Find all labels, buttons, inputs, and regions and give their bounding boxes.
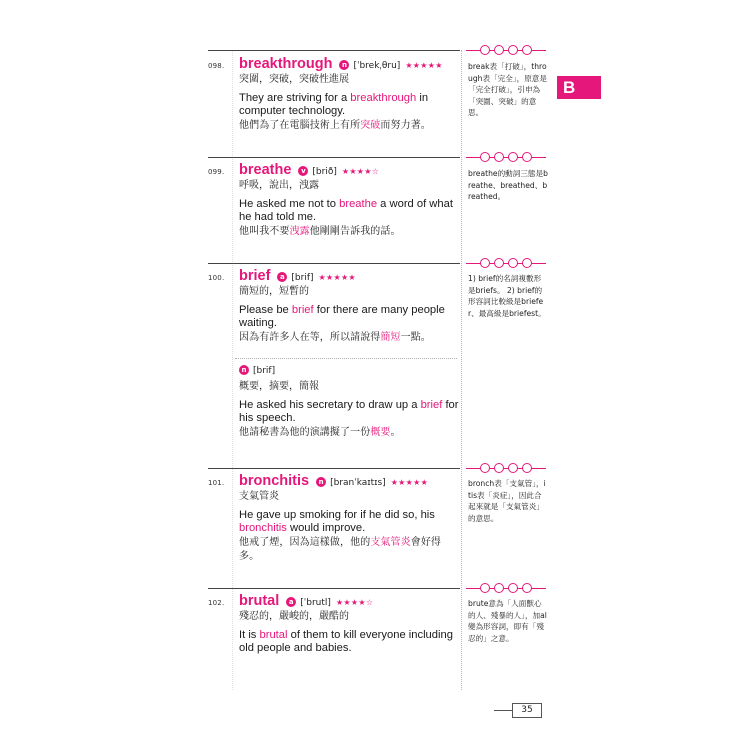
- pronunciation: [brið]: [312, 167, 337, 177]
- highlighted-word: brutal: [259, 629, 288, 641]
- pronunciation: [ˈbrekˌθru]: [353, 61, 401, 71]
- translation-text: 他剛剛告訴我的話。: [309, 226, 401, 237]
- example-text: He gave up smoking for if he did so, his: [239, 509, 435, 521]
- sense: [239, 366, 461, 440]
- highlighted-word: brief: [420, 399, 443, 411]
- chinese-definition: 簡短的，短暫的: [239, 286, 309, 297]
- highlighted-word: bronchitis: [239, 522, 287, 534]
- word-note: bronch表「支氣管」，itis表「炎症」，因此合起來就是「支氣管炎」的意思。: [468, 479, 546, 523]
- sense: [239, 285, 461, 345]
- word-note: brute意為「人面獸心的人、殘暴的人」，加al變為形容詞，即有「殘忍的」之意。: [468, 599, 547, 643]
- entry-rule: [208, 468, 460, 469]
- chinese-definition: 支氣管炎: [239, 491, 279, 502]
- chinese-definition: 突圍，突破，突破性進展: [239, 74, 349, 85]
- entry-headline: [239, 162, 379, 178]
- frequency-stars: ★★★★★: [318, 273, 356, 282]
- highlighted-translation: 支氣管炎: [370, 537, 411, 548]
- note-chain-icon: [466, 45, 546, 57]
- headword: brief: [239, 268, 271, 284]
- frequency-stars: ★★★★★: [405, 61, 443, 70]
- translation-text: 他們為了在電腦技術上有所: [239, 120, 361, 131]
- example-text: It is: [239, 629, 260, 641]
- example-text: He asked me not to: [239, 198, 340, 210]
- example-text: would improve.: [286, 522, 366, 534]
- word-note: break表「打破」，through表「完全」，原意是「完全打破」，引申為「突圍、突破」的意思。: [468, 62, 547, 117]
- note-chain-icon: [466, 258, 546, 270]
- entry-headline: [239, 268, 356, 284]
- sense-divider: [235, 358, 457, 359]
- translation-text: 會好得多。: [239, 537, 442, 562]
- example-text: in computer technology.: [239, 92, 429, 117]
- entry-number: 100.: [208, 274, 225, 282]
- entry-rule: [208, 588, 460, 589]
- entry-number: 102.: [208, 599, 225, 607]
- number-margin-divider: [232, 50, 233, 690]
- highlighted-translation: 突破: [360, 120, 381, 131]
- example-text: of them to kill everyone including old people and babies.: [239, 629, 453, 654]
- entry-rule: [208, 157, 460, 158]
- page-number: 35: [512, 703, 542, 718]
- pronunciation: [branˈkaɪtɪs]: [330, 478, 386, 488]
- translation-text: 一點。: [400, 332, 431, 343]
- word-note: breathe的動詞三態是breathe、breathed、breathed。: [468, 169, 548, 201]
- note-chain-icon: [466, 463, 546, 475]
- english-example: [239, 92, 461, 118]
- english-example: [239, 399, 461, 425]
- chinese-definition: 概要，摘要，簡報: [239, 381, 319, 392]
- chinese-definition: 殘忍的，嚴峻的，嚴酷的: [239, 611, 349, 622]
- headword: breakthrough: [239, 56, 333, 72]
- english-example: [239, 304, 461, 330]
- section-tab[interactable]: B: [557, 76, 601, 99]
- entry-headline: [239, 56, 443, 72]
- translation-text: 因為有許多人在等，所以請說得: [239, 332, 381, 343]
- entry-number: 099.: [208, 168, 225, 176]
- entry-rule: [208, 263, 460, 264]
- headword: bronchitis: [239, 473, 310, 489]
- example-text: for his speech.: [239, 399, 459, 424]
- entry-number: 098.: [208, 62, 225, 70]
- frequency-stars: ★★★★☆: [341, 167, 380, 176]
- chinese-translation: [239, 536, 461, 564]
- highlighted-word: brief: [291, 304, 314, 316]
- entry-headline: [239, 593, 373, 609]
- pronunciation: [brif]: [291, 273, 314, 283]
- translation-text: 他叫我不要: [239, 226, 290, 237]
- page-number-rule: [494, 710, 512, 711]
- headword: brutal: [239, 593, 280, 609]
- example-text: He asked his secretary to draw up a: [239, 399, 421, 411]
- english-example: [239, 509, 461, 535]
- part-of-speech-badge: v: [298, 166, 308, 176]
- translation-text: 而努力著。: [380, 120, 431, 131]
- example-text: Please be: [239, 304, 292, 316]
- pronunciation: [brif]: [253, 366, 276, 376]
- sense: [239, 610, 461, 655]
- part-of-speech-badge: a: [277, 272, 287, 282]
- chinese-definition: 呼吸，說出，洩露: [239, 180, 319, 191]
- note-chain-icon: [466, 583, 546, 595]
- chinese-translation: [239, 225, 461, 239]
- word-note: 1) brief的名詞複數形是briefs。 2) brief的形容詞比較級是briefer、最高級是briefest。: [468, 274, 546, 318]
- entry-rule: [208, 50, 460, 51]
- translation-text: 。: [390, 427, 401, 438]
- english-example: [239, 198, 461, 224]
- example-text: a word of what he had told me.: [239, 198, 453, 223]
- sense-headline: [239, 366, 461, 376]
- frequency-stars: ★★★★★: [390, 478, 429, 487]
- entry-number: 101.: [208, 479, 225, 487]
- sense: [239, 179, 461, 239]
- frequency-stars: ★★★★☆: [335, 598, 374, 607]
- sense: [239, 73, 461, 133]
- example-text: They are striving for a: [239, 92, 351, 104]
- chinese-translation: [239, 119, 461, 133]
- sense: [239, 490, 461, 564]
- highlighted-translation: 簡短: [380, 332, 401, 343]
- part-of-speech-badge: n: [339, 60, 349, 70]
- headword: breathe: [239, 162, 292, 178]
- pronunciation: [ˈbrutl]: [300, 598, 331, 608]
- example-text: for there are many people waiting.: [239, 304, 445, 329]
- highlighted-translation: 洩露: [289, 226, 310, 237]
- chinese-translation: [239, 426, 461, 440]
- part-of-speech-badge: n: [239, 365, 249, 375]
- chinese-translation: [239, 331, 461, 345]
- note-chain-icon: [466, 152, 546, 164]
- part-of-speech-badge: n: [316, 477, 326, 487]
- translation-text: 他請秘書為他的演講擬了一份: [239, 427, 371, 438]
- highlighted-word: breathe: [339, 198, 378, 210]
- entry-headline: [239, 473, 428, 489]
- highlighted-word: breakthrough: [350, 92, 417, 104]
- highlighted-translation: 概要: [370, 427, 391, 438]
- translation-text: 他戒了煙，因為這樣做，他的: [239, 537, 371, 548]
- part-of-speech-badge: a: [286, 597, 296, 607]
- english-example: [239, 629, 461, 655]
- notes-column-divider: [461, 50, 462, 690]
